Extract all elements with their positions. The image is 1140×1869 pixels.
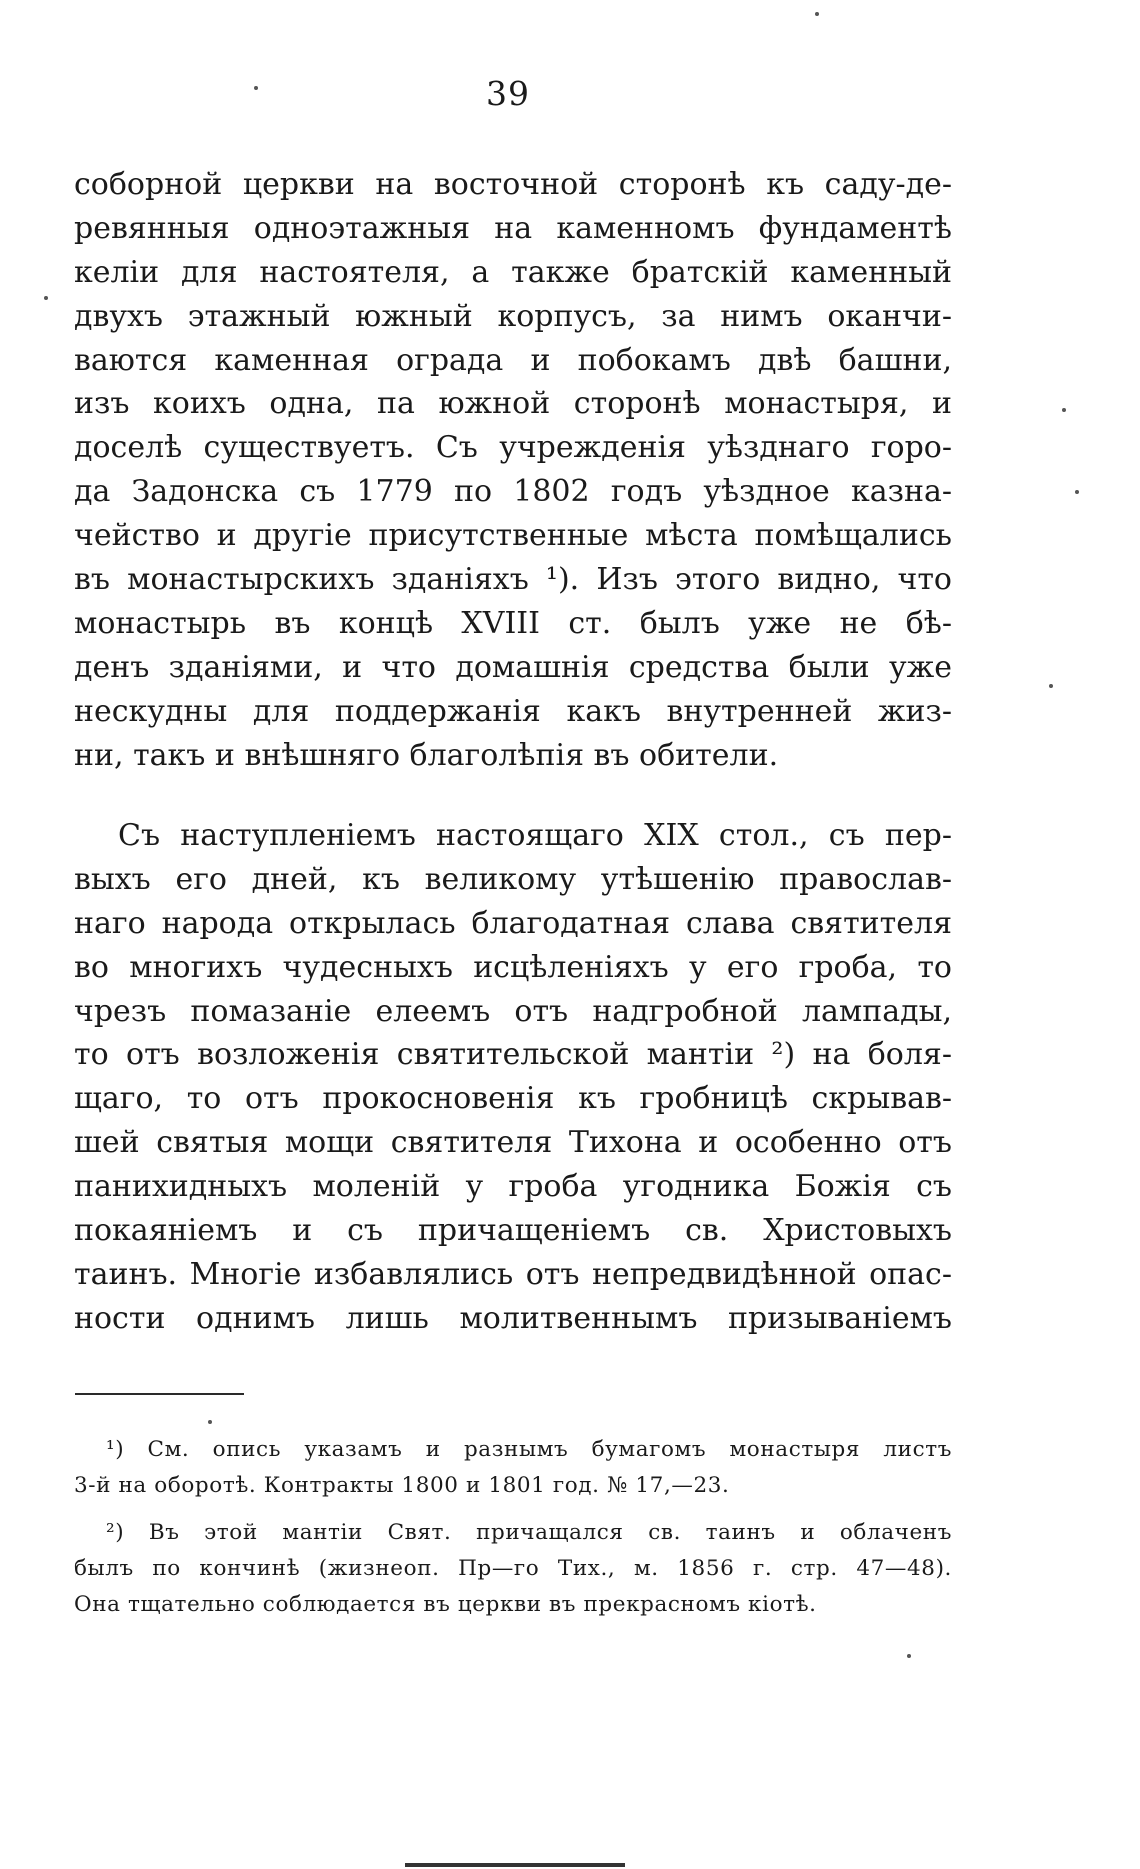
text-line: панихидныхъ моленiй у гроба угодника Божiя съ [74,1169,952,1205]
text-line: ни, такъ и внѣшняго благолѣпiя въ обители. [74,737,779,773]
footnote-divider [75,1393,244,1395]
text-line: денъ зданiями, и что домашнiя средства были уже [74,649,952,685]
page-number: 39 [486,74,530,113]
text-line: соборной церкви на восточной сторонѣ къ саду-де- [74,167,952,202]
text-line: доселѣ существуетъ. Съ учрежденiя уѣзднаго горо- [74,430,952,466]
footnote-line: ¹) См. опись указамъ и разнымъ бумагомъ монастыря листъ [106,1437,952,1462]
scan-speck [907,1654,911,1658]
text-line: ревянныя одноэтажныя на каменномъ фундаментѣ [74,210,952,246]
text-line: да Задонска съ 1779 по 1802 годъ уѣздное казна- [74,474,952,510]
scan-speck [1075,490,1079,494]
text-line: Съ наступленiемъ настоящаго XIX стол., съ пер- [118,818,952,853]
text-line: изъ коихъ одна, па южной сторонѣ монастыря, и [74,386,952,422]
text-line: таинъ. Многiе избавлялись отъ непредвидѣнной опас- [74,1256,952,1292]
text-line: чейство и другiе присутственные мѣста помѣщались [74,518,952,554]
footnote-line: Она тщательно соблюдается въ церкви въ прекрасномъ кiотѣ. [74,1592,817,1617]
paragraph-1 [74,163,952,777]
text-line: во многихъ чудесныхъ исцѣленiяхъ у его гроба, то [74,949,952,985]
footnote-line: ²) Въ этой мантiи Свят. причащался св. таинъ и облаченъ [106,1520,952,1545]
scan-speck [1062,408,1066,412]
scan-speck [44,296,48,300]
text-line: ваются каменная ограда и побокамъ двѣ башни, [74,342,952,378]
text-line: щаго, то отъ прокосновенiя къ гробницѣ скрывав- [74,1081,952,1117]
text-line: чрезъ помазанiе елеемъ отъ надгробной лампады, [74,993,952,1029]
text-line: покаянiемъ и съ причащенiемъ св. Христовыхъ [74,1213,952,1249]
footnote-line: 3-й на оборотѣ. Контракты 1800 и 1801 год. № 17,—23. [74,1473,730,1498]
footnote-1 [74,1432,952,1504]
text-line: то отъ возложенiя святительской мантiи ²) на боля- [74,1037,952,1073]
footnotes [74,1432,952,1634]
scan-speck [815,12,819,16]
scan-speck [1049,684,1053,688]
footnote-2 [74,1515,952,1623]
text-line: монастырь въ концѣ XVIII ст. былъ уже не бѣ- [74,605,952,641]
bottom-edge-rule [405,1863,625,1867]
text-line: двухъ этажный южный корпусъ, за нимъ оканчи- [74,298,952,334]
paragraph-2 [74,814,952,1341]
text-line: шей святыя мощи святителя Тихона и особенно отъ [74,1125,952,1161]
text-line: ности однимъ лишь молитвеннымъ призыванiемъ [74,1300,952,1336]
text-line: въ монастырскихъ зданiяхъ ¹). Изъ этого видно, что [74,562,952,598]
text-line: келiи для настоятеля, а также братскiй каменный [74,254,952,290]
scan-speck [208,1420,212,1424]
footnote-line: былъ по кончинѣ (жизнеоп. Пр—го Тих., м. 1856 г. стр. 47—48). [74,1556,952,1581]
text-line: наго народа открылась благодатная слава святителя [74,905,952,941]
text-line: нескудны для поддержанiя какъ внутренней жиз- [74,693,952,729]
text-line: выхъ его дней, къ великому утѣшенiю православ- [74,861,952,897]
scan-speck [254,86,258,90]
